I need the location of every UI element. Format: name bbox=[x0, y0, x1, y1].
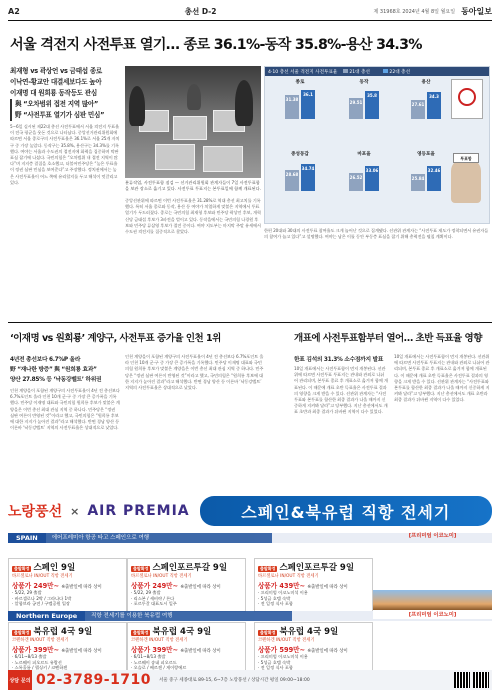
subhead-4: 與 “오차범위 접전 지역 많아” bbox=[10, 99, 120, 110]
tour-bullet: · 스톡홀름 / 헬싱키 / 코펜하겐 bbox=[12, 665, 68, 671]
tour-price: 상품가 439만~ ※출발일에 따라 상이 bbox=[258, 582, 348, 590]
main-headline: 서울 격전지 사전투표 열기… 종로 36.1%-동작 35.8%-용산 34.3% bbox=[10, 37, 422, 53]
region-name: 종로 bbox=[295, 80, 305, 85]
spain-photo bbox=[373, 590, 492, 610]
confirmed-chip: 출발확정 bbox=[133, 566, 149, 571]
infographic-header bbox=[265, 67, 489, 76]
subhead-1: 최재형 vs 곽상언 vs 금태섭 종로 bbox=[10, 67, 102, 75]
tour-bullet: · 포르투갈 대표도시 일주 bbox=[131, 601, 177, 607]
north-premium-label: [프리미엄 이코노미] bbox=[373, 611, 492, 619]
bar-value: 26.52 bbox=[349, 175, 363, 180]
tour-card[interactable] bbox=[127, 622, 246, 676]
page-number: A2 bbox=[8, 6, 20, 16]
subhead-3: 이재명 대 원희룡 동작등도 관심 bbox=[10, 89, 97, 97]
tour-bullet: · 알함브라 궁전 / 구엘공원 입장 bbox=[12, 601, 70, 607]
bar-value: 25.84 bbox=[411, 176, 425, 181]
phone-number[interactable]: 02-3789-1710 bbox=[36, 672, 152, 688]
region-name: 중성동갑 bbox=[291, 152, 309, 157]
section2-left-body: 인천 계양을이 포함된 계양구의 사전투표율이 4년 전 총선보다 6.7%포인트 올라 인천 10개 군·구 중 가장 큰 증가폭을 기록했다. 민주당 이재명 대표와 국민의힘 원희룡 후보가 맞붙은 계양을은 이번 총선 최대 관심 지역 중 하나다. 민주당은 “정권 심판 여론이 반영된 것”이라고 했고, 국민의힘은 “원희룡 후보에 대한 지지가 높아진 결과”라고 해석했다. 반면 경남 양산 등 이른바 ‘낙동강벨트’ 지역의 사전투표율은 상대적으로 낮았다. bbox=[10, 388, 120, 431]
ad-header bbox=[8, 489, 492, 533]
ballot-hand-illustration bbox=[451, 156, 481, 203]
region-name: 영등포을 bbox=[417, 152, 435, 157]
north-europe-tag: Northern Europe bbox=[8, 611, 85, 621]
bar-value: 34.3 bbox=[429, 94, 439, 99]
tour-title: 출발확정 북유럽 4국 9일 bbox=[133, 627, 212, 637]
bar-value: 33.06 bbox=[365, 168, 379, 173]
tour-price: 상품가 249만~ ※출발일에 따라 상이 bbox=[12, 582, 102, 590]
tour-title: 출발확정 스페인 9일 bbox=[14, 563, 76, 573]
tour-bullet: · 프리미엄 이코노미석 이용 bbox=[258, 590, 308, 595]
qr-code-icon[interactable] bbox=[454, 672, 470, 688]
bar-22nd bbox=[365, 166, 379, 191]
tour-card[interactable] bbox=[8, 622, 127, 676]
issue-meta: 제 31968호 2024년 4월 8일 월요일 bbox=[373, 8, 456, 15]
air-premia-logo: AIR PREMIA bbox=[87, 503, 190, 519]
bar-value: 32.46 bbox=[427, 168, 441, 173]
bar-value: 35.8 bbox=[367, 93, 377, 98]
section2-right-sub: 한표 김석의 31.3% 소수점까지 발표 bbox=[294, 357, 384, 363]
region-4 bbox=[335, 151, 393, 191]
header-rule bbox=[8, 20, 492, 21]
tour-card[interactable] bbox=[254, 558, 373, 612]
confirmed-chip: 출발확정 bbox=[260, 566, 276, 571]
turnout-infographic bbox=[264, 66, 490, 224]
region-5 bbox=[397, 151, 455, 191]
page-header bbox=[8, 4, 492, 18]
region-0 bbox=[271, 79, 329, 119]
ballot-box-photo bbox=[125, 66, 261, 178]
bar-21st bbox=[285, 170, 299, 191]
ad-banner: 스페인&북유럽 직항 전세기 bbox=[200, 496, 492, 526]
tour-price: 상품가 599만~ ※출발일에 따라 상이 bbox=[258, 646, 348, 654]
tour-subtitle: 코펜하겐 IN/OUT 직항 전세기 bbox=[258, 638, 315, 643]
bar-21st bbox=[411, 174, 425, 191]
tour-card[interactable] bbox=[254, 622, 373, 676]
tour-bullet: · 오슬로 / 베르겐 / 게이랑에르 bbox=[131, 665, 187, 671]
tour-subtitle: 코펜하겐 IN/OUT 직항 전세기 bbox=[12, 638, 69, 643]
subhead-5: 野 “사전투표 열기가 심판 민심” bbox=[10, 110, 120, 121]
bar-22nd bbox=[301, 164, 315, 191]
confirmed-chip: 출발확정 bbox=[133, 630, 149, 635]
subhead-2: 이낙연-황교안 대결세보다도 높아 bbox=[10, 78, 102, 86]
infographic-title: 4·10 총선 서울 격전지 사전투표율 bbox=[268, 69, 338, 75]
bar-value: 34.74 bbox=[301, 166, 315, 171]
confirmed-chip: 출발확정 bbox=[260, 630, 276, 635]
bar-value: 36.1 bbox=[303, 92, 313, 97]
confirmed-chip: 출발확정 bbox=[14, 566, 30, 571]
tour-bullet: · 노르웨이 피오르드 유람선 bbox=[12, 659, 62, 665]
bar-value: 27.61 bbox=[411, 102, 425, 107]
section-rule bbox=[8, 322, 492, 323]
spain-tag: SPAIN bbox=[8, 533, 46, 543]
qr-code-icon-2[interactable] bbox=[473, 672, 489, 688]
region-name: 용산 bbox=[421, 80, 431, 85]
tour-bullet: · 6/11~8/13 출발 bbox=[12, 654, 47, 659]
spain-band-text: 에어프레미아 항공 타고 스페인으로 여행 bbox=[46, 533, 272, 543]
section2-left-headline: ‘이재명 vs 원희룡’ 계양구, 사전투표 증가율 인천 1위 bbox=[10, 333, 221, 344]
tour-subtitle: 바르셀로나 IN/OUT 직항 전세기 bbox=[12, 574, 73, 579]
tour-bullet: · 5성급 호텔 숙박 bbox=[258, 659, 291, 665]
region-name: 마포을 bbox=[357, 152, 371, 157]
tour-bullet: · 6/11~8/13 출발 bbox=[131, 654, 166, 659]
company-address: 서울 중구 세종대로 89-15, 6~7층 노랑풍선 / 상담시간 평일 09:00~18:00 bbox=[159, 678, 310, 683]
tour-bullet: · 전 일정 식사 포함 bbox=[258, 601, 293, 607]
tour-bullet: · 리스본 / 세비야 / 론다 bbox=[131, 595, 175, 601]
tour-price: 상품가 399만~ ※출발일에 따라 상이 bbox=[131, 646, 221, 654]
tour-title: 출발확정 북유럽 4국 9일 bbox=[14, 627, 93, 637]
region-name: 동작 bbox=[359, 80, 369, 85]
region-1 bbox=[335, 79, 393, 119]
article-body-left: 5∼6일 실시된 제22대 총선 사전투표에서 서울 격전지 투표율이 전국 평균을 웃돈 것으로 나타났다. 중앙선거관리위원회에 따르면 서울 종로구의 사전투표율은 36.1%로 서울 25개 자치구 중 가장 높았다. 동작구는 35.8%, 용산구는 34.3%를 기록했다. 여야는 서울과 수도권의 접전지에 화력을 집중하며 막판 표심 잡기에 나섰다. 국민의힘은 “오차범위 내 접전 지역이 많다”며 지지층 결집을 호소했고, 더불어민주당은 “높은 투표율이 정권 심판 민심을 보여준다”고 주장했다. 정치권에서는 높은 사전투표율이 어느 쪽에 유리할지를 두고 해석이 엇갈리고 있다. bbox=[10, 124, 120, 185]
bar-22nd bbox=[301, 90, 315, 119]
section-title: 총선 D-2 bbox=[184, 6, 217, 16]
tour-subtitle: 바르셀로나 IN/OUT 직항 전세기 bbox=[258, 574, 319, 579]
infographic-legend bbox=[343, 69, 422, 75]
bar-21st bbox=[349, 173, 363, 191]
tour-title: 출발확정 북유럽 4국 9일 bbox=[260, 627, 339, 637]
article-body-right: 한편 20대와 30대의 사전투표 참여율도 크게 늘어난 것으로 집계됐다. 선관위 관계자는 “사전투표 제도가 정착되면서 유권자들의 참여가 늘고 있다”고 설명했다. 여야는 남은 이틀 동안 부동층 표심을 잡기 위해 총력전을 펼칠 계획이다. bbox=[264, 228, 489, 240]
bar-22nd bbox=[427, 166, 441, 191]
section2-left-sub-2: 野 “재나한 방증” 與 “원희룡 효과” bbox=[10, 367, 97, 373]
bar-21st bbox=[349, 98, 363, 119]
region-2 bbox=[397, 79, 455, 119]
ad-footer bbox=[8, 670, 492, 690]
spain-premium-label: [프리미엄 이코노미] bbox=[408, 533, 457, 539]
tour-subtitle: 바르셀로나 IN/OUT 직항 전세기 bbox=[131, 574, 192, 579]
section2-right-body-a: 10일 개표에서는 사전투표함이 먼저 개봉된다. 선관위에 따르면 사전투표 투표지는 관내와 관외로 나뉘어 관리되며, 본투표 종료 후 개표소로 옮겨져 함께 개표된다. 이 때문에 개표 초반 득표율은 사전투표 결과의 영향을 크게 받을 수 있다. 선관위 관계자는 “사전투표와 본투표를 합산한 최종 결과가 나올 때까지 신중하게 지켜봐 달라”고 당부했다. 지난 총선에서도 개표 초반과 최종 결과가 뒤바뀐 지역이 다수 있었다. bbox=[294, 366, 388, 415]
bar-value: 28.68 bbox=[285, 172, 299, 177]
confirmed-chip: 출발확정 bbox=[14, 630, 30, 635]
bar-value: 31.38 bbox=[285, 97, 299, 102]
bar-22nd bbox=[427, 92, 441, 119]
hotline-label: 상담 문의 bbox=[8, 670, 32, 690]
tour-price: 상품가 249만~ ※출발일에 따라 상이 bbox=[131, 582, 221, 590]
region-3 bbox=[271, 151, 329, 191]
bar-21st bbox=[411, 100, 425, 119]
photo-caption: 분류작업, 사전투표함 점검 — 선거관리위원회 관계자들이 7일 사전투표함을 보관 장소로 옮기고 있다. 사전투표 투표지는 본투표일에 함께 개표된다. bbox=[125, 180, 261, 191]
tour-bullet: · 5/22, 29 출발 bbox=[131, 590, 161, 595]
article-body-mid: 중앙선관위에 따르면 이번 사전투표율은 31.28%로 역대 총선 최고치를 기록했다. 특히 서울 종로와 동작, 용산 등 여야가 치열하게 맞붙은 지역에서 투표 열기가 두드러졌다. 종로는 국민의힘 최재형 후보와 민주당 곽상언 후보, 개혁신당 금태섭 후보가 3파전을 벌이고 있다. 동작을에서는 국민의힘 나경원 후보와 민주당 류삼영 후보가 접전 중이다. 여야 지도부는 마지막 주말 유세에서 수도권 격전지를 집중적으로 찾았다. bbox=[125, 198, 261, 235]
newspaper-logo: 동아일보 bbox=[461, 5, 492, 16]
section2-right-body-b: 10일 개표에서는 사전투표함이 먼저 개봉된다. 선관위에 따르면 사전투표 투표지는 관내와 관외로 나뉘어 관리되며, 본투표 종료 후 개표소로 옮겨져 함께 개표된다. 이 때문에 개표 초반 득표율은 사전투표 결과의 영향을 크게 받을 수 있다. 선관위 관계자는 “사전투표와 본투표를 합산한 최종 결과가 나올 때까지 신중하게 지켜봐 달라”고 당부했다. 지난 총선에서도 개표 초반과 최종 결과가 뒤바뀐 지역이 다수 있었다. bbox=[394, 354, 490, 403]
noran-balloon-logo: 노랑풍선 bbox=[8, 504, 63, 520]
tour-bullet: · 전 일정 식사 포함 bbox=[258, 665, 293, 671]
ballot-stamp-illustration bbox=[451, 79, 483, 119]
section2-right-headline: 개표에 사전투표함부터 열어… 초반 득표율 영향 bbox=[294, 333, 482, 344]
legend-prev: 21대 총선 bbox=[349, 69, 370, 75]
brand-separator: × bbox=[70, 504, 80, 518]
north-europe-band-text: 직항 전세기를 이용한 북유럽 여행 bbox=[85, 611, 291, 621]
tour-bullet: · 노르웨이 송네 피오르드 bbox=[131, 659, 177, 665]
tour-card[interactable] bbox=[8, 558, 127, 612]
bar-value: 29.51 bbox=[349, 100, 363, 105]
vote-sign: 투표함 bbox=[453, 153, 479, 163]
ad-brands bbox=[8, 501, 190, 521]
tour-title: 출발확정 스페인포르투갈 9일 bbox=[260, 563, 355, 573]
section2-mid-body: 인천 계양을이 포함된 계양구의 사전투표율이 4년 전 총선보다 6.7%포인트 올라 인천 10개 군·구 중 가장 큰 증가폭을 기록했다. 민주당 이재명 대표와 국민의힘 원희룡 후보가 맞붙은 계양을은 이번 총선 최대 관심 지역 중 하나다. 민주당은 “정권 심판 여론이 반영된 것”이라고 했고, 국민의힘은 “원희룡 후보에 대한 지지가 높아진 결과”라고 해석했다. 반면 경남 양산 등 이른바 ‘낙동강벨트’ 지역의 사전투표율은 상대적으로 낮았다. bbox=[125, 354, 264, 391]
bar-22nd bbox=[365, 91, 379, 119]
tour-bullet: · 프리미엄 이코노미석 이용 bbox=[258, 654, 308, 659]
tour-bullet: · 바르셀로나 2박 / 그라나다 1박 bbox=[12, 595, 72, 601]
tour-bullet: · 5/22, 29 출발 bbox=[12, 590, 42, 595]
tour-price: 상품가 399만~ ※출발일에 따라 상이 bbox=[12, 646, 102, 654]
tour-title: 출발확정 스페인포르투갈 9일 bbox=[133, 563, 228, 573]
tour-card[interactable] bbox=[127, 558, 246, 612]
tour-subtitle: 코펜하겐 IN/OUT 직항 전세기 bbox=[131, 638, 188, 643]
section2-left-sub-3: 양산 27.85% 등 ‘낙동강벨트’ 하위권 bbox=[10, 377, 102, 383]
legend-curr: 22대 총선 bbox=[389, 69, 411, 75]
bar-21st bbox=[285, 95, 299, 119]
section2-left-sub-1: 4년전 총선보다 6.7%P 올라 bbox=[10, 357, 81, 363]
subheads bbox=[10, 66, 120, 121]
tour-bullet: · 5성급 호텔 숙박 bbox=[258, 595, 291, 601]
